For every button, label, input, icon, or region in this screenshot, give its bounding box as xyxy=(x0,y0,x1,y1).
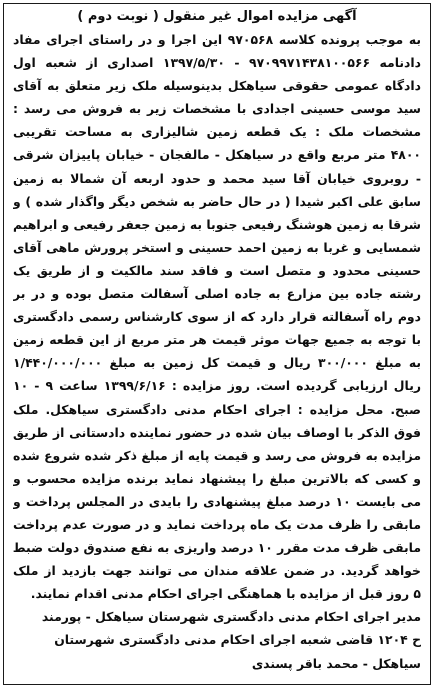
body-line: سابق علی اکبر شیدا ( در حال حاضر به شخص دیگر واگذار شده ) و xyxy=(13,193,421,209)
body-line: به موجب پرونده کلاسه ۹۷۰۵۶۸ این اجرا و در راستای اجرای مفاد xyxy=(13,32,421,47)
body-line: مابقی ظرف مدت مقرر ۱۰ درصد واریزی به نفع صندوق دولت ضبط xyxy=(13,540,421,556)
body-line: صبح. محل مزایده : اجرای احکام مدنی دادگستری سیاهکل. ملک xyxy=(13,401,421,417)
body-line: حسینی محدود و متصل است و فاقد سند مالکیت و از طریق یک xyxy=(13,262,421,278)
body-line: با توجه به جمیع جهات موثر قیمت هر متر مربع از این قطعه زمین xyxy=(13,332,421,348)
body-line: مشخصات ملک : یک قطعه زمین شالیزاری به مساحت تقریبی xyxy=(13,124,421,140)
body-line: فوق الذکر با اوصاف بیان شده در حضور نماینده دادستانی از طریق xyxy=(13,424,421,440)
notice-title: آگهی مزایده اموال غیر منقول ( نوبت دوم ) xyxy=(77,9,357,24)
signature-line: مدیر اجرای احکام مدنی دادگستری شهرستان سیاهکل - پورمند xyxy=(41,609,421,625)
body-line: و کسی که بالاترین مبلغ را پیشنهاد نماید برنده مزایده محسوب و xyxy=(13,470,421,486)
body-line: خواهد گردید. در ضمن علاقه مندان می توانند جهت بازدید از ملک xyxy=(13,563,421,579)
body-line: شمسایی و غربا به زمین احمد حسینی و استخر پرورش ماهی آقای xyxy=(13,239,421,255)
body-line: دادگاه عمومی حقوقی سیاهکل بدینوسیله ملک زیر متعلق به آقای xyxy=(13,78,421,94)
body-line: ریال ارزیابی گردیده است. روز مزایده : ۱۳۹۹/۶/۱۶ ساعت ۹ - ۱۰ xyxy=(13,378,421,394)
body-line: - روبروی خیابان آقا سید محمد و حدود اربعه آن شمالا به زمین xyxy=(13,170,421,186)
notice-signature xyxy=(13,605,421,674)
body-line: دوم راه آسفالته قرار دارد که از سوی کارشناس رسمی دادگستری xyxy=(13,309,421,325)
body-line: می بایست ۱۰ درصد مبلغ پیشنهادی را بایدی در المجلس پرداخت و xyxy=(13,493,421,509)
notice-body xyxy=(13,28,421,605)
body-line: به مبلغ ۳۰۰/۰۰۰ ریال و قیمت کل زمین به مبلغ ۱/۴۴۰/۰۰۰/۰۰۰ xyxy=(13,355,421,371)
body-line: مابقی را ظرف مدت یک ماه پرداخت نماید و در صورت عدم پرداخت xyxy=(13,516,421,532)
auction-notice xyxy=(3,3,431,685)
body-line: ۵ روز قبل از مزایده با هماهنگی اجرای احکام مدنی اقدام نمایند. xyxy=(30,586,421,602)
body-line: رشته جاده بین مزارع به جاده اصلی آسفالت متصل بوده و در بر xyxy=(13,286,421,302)
body-line: شرقا به زمین هوشنگ رفیعی جنوبا به زمین جعفر رفیعی و ابراهیم xyxy=(13,216,421,232)
signature-line: سیاهکل - محمد باقر پسندی xyxy=(251,655,421,671)
body-line: سید موسی حسینی اجدادی با مشخصات زیر به فروش می رسد : xyxy=(13,101,421,117)
body-line: مزایده به فروش می رسد و قیمت پایه از مبلغ ذکر شده شروع شده xyxy=(13,447,421,463)
signature-line: ح ۱۲۰۴ قاضی شعبه اجرای احکام مدنی دادگستری شهرستان xyxy=(54,632,421,648)
body-line: دادنامه ۹۷۰۹۹۷۱۴۳۸۱۰۰۵۶۶ - ۱۳۹۷/۵/۳۰ اصداری از شعبه اول xyxy=(13,55,421,71)
body-line: ۴۸۰۰ متر مربع واقع در سیاهکل - مالفجان - خیابان پاییزان شرقی xyxy=(13,147,421,163)
